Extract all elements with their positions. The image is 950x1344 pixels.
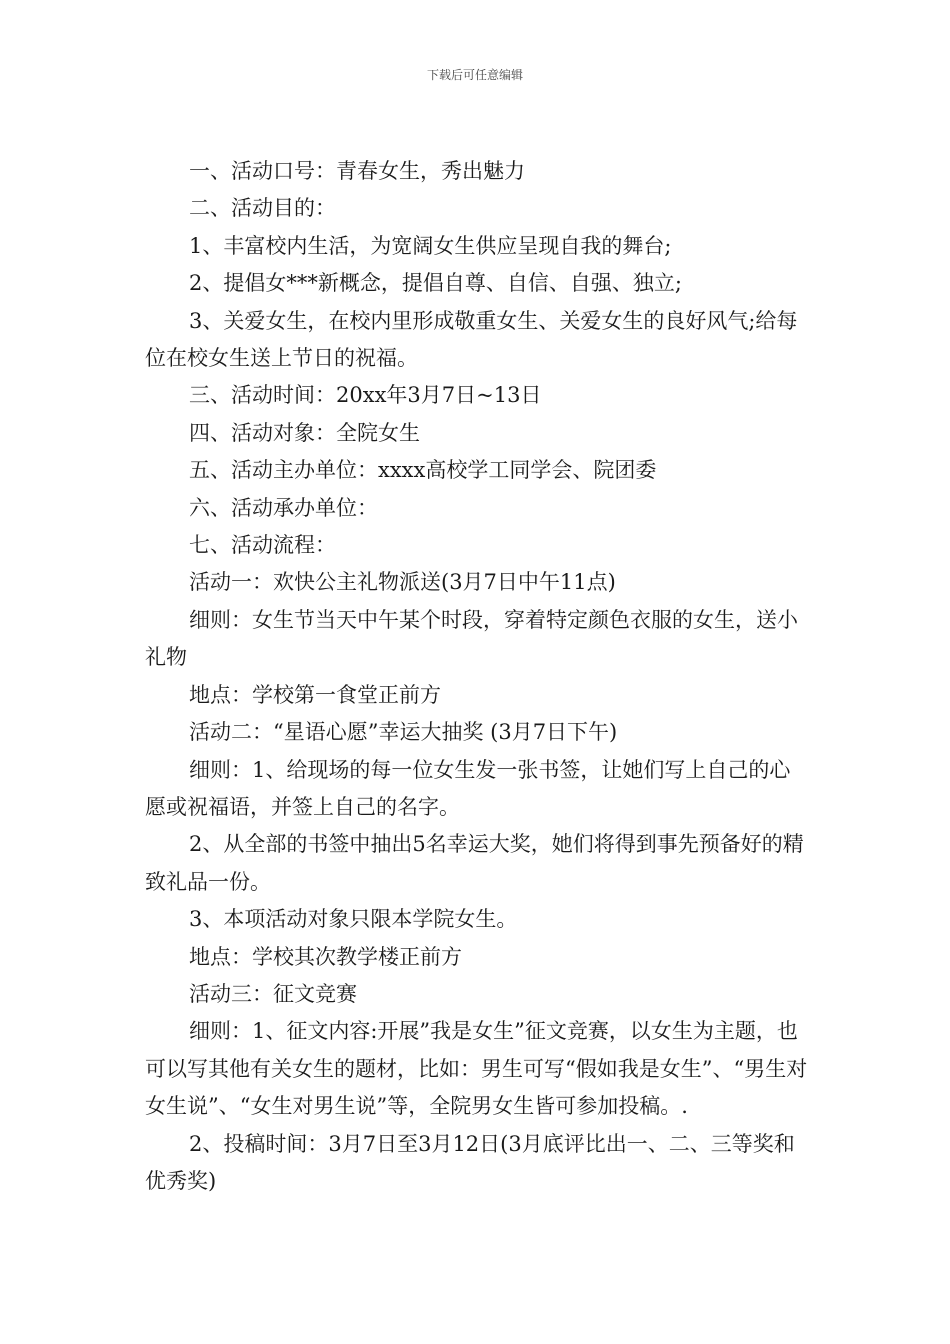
paragraph-activity-1-rules: 细则：女生节当天中午某个时段，穿着特定颜色衣服的女生，送小礼物 xyxy=(145,607,798,670)
paragraph-activity-1: 活动一：欢快公主礼物派送(3月7日中午11点) xyxy=(189,570,616,595)
paragraph-time: 三、活动时间：20xx年3月7日~13日 xyxy=(189,383,542,408)
paragraph-process-heading: 七、活动流程： xyxy=(189,533,336,558)
paragraph-activity-2-rules-1: 细则：1、给现场的每一位女生发一张书签，让她们写上自己的心愿或祝福语，并签上自己的名字。 xyxy=(145,757,791,819)
paragraph-activity-2-location: 地点：学校其次教学楼正前方 xyxy=(189,944,462,969)
paragraph-activity-3: 活动三：征文竞赛 xyxy=(189,981,357,1006)
paragraph-slogan: 一、活动口号：青春女生，秀出魅力 xyxy=(189,159,525,183)
paragraph-activity-3-rules-2: 2、投稿时间：3月7日至3月12日(3月底评比出一、二、三等奖和优秀奖) xyxy=(145,1131,795,1193)
paragraph-activity-2: 活动二：“星语心愿”幸运大抽奖 (3月7日下午) xyxy=(189,720,618,745)
paragraph-co-organizer: 六、活动承办单位： xyxy=(189,495,378,520)
paragraph-activity-2-rules-2: 2、从全部的书签中抽出5名幸运大奖，她们将得到事先预备好的精致礼品一份。 xyxy=(145,832,804,894)
paragraph-activity-1-location: 地点：学校第一食堂正前方 xyxy=(189,682,441,707)
paragraph-purpose-2: 2、提倡女***新概念，提倡自尊、自信、自强、独立; xyxy=(189,271,682,296)
paragraph-purpose-heading: 二、活动目的： xyxy=(189,196,336,221)
paragraph-purpose-3: 3、关爱女生，在校内里形成敬重女生、关爱女生的良好风气;给每位在校女生送上节日的祝福。 xyxy=(145,308,798,371)
paragraph-activity-2-rules-3: 3、本项活动对象只限本学院女生。 xyxy=(189,907,518,932)
paragraph-purpose-1: 1、丰富校内生活，为宽阔女生供应呈现自我的舞台; xyxy=(189,233,672,258)
document-body xyxy=(145,153,808,1200)
paragraph-target: 四、活动对象：全院女生 xyxy=(189,420,420,445)
page-header: 下载后可任意编辑 xyxy=(426,68,523,82)
paragraph-organizer: 五、活动主办单位：xxxx高校学工同学会、院团委 xyxy=(189,458,657,483)
paragraph-activity-3-rules-1: 细则：1、征文内容:开展”我是女生”征文竞赛，以女生为主题，也可以写其他有关女生的题材，比如：男生可写“假如我是女生”、“男生对女生说”、“女生对男生说”等，全院男女生皆可参加投稿。. xyxy=(145,1019,808,1119)
